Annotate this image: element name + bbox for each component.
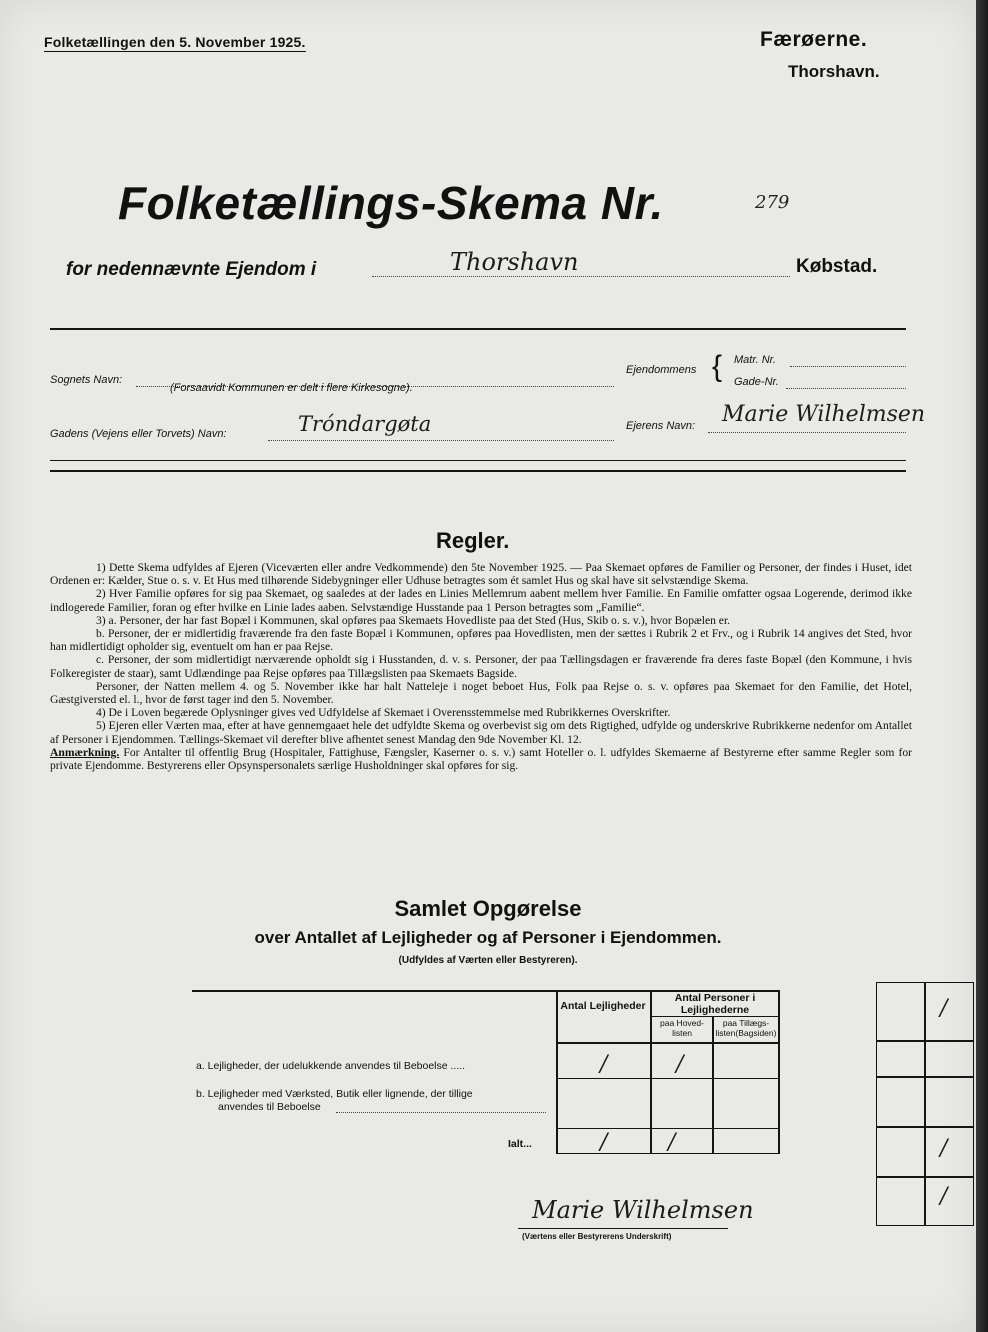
row-b-dotline [336, 1112, 546, 1113]
property-label: for nedennævnte Ejendom i [66, 259, 317, 280]
bleed-through [60, 108, 63, 118]
table-bottom-line [556, 1153, 778, 1154]
summary-note: (Udfyldes af Værten eller Bestyreren). [398, 955, 578, 966]
signature-line [518, 1228, 728, 1229]
form-title: Folketællings-Skema Nr. [118, 177, 664, 229]
rule-3b: b. Personer, der er midlertidig fraværende fra den faste Bopæl i Kommunen, opføres paa Hovedlisten, men der sættes i Rubrik 2 et Frv., og i Rubrik 14 angives det Sted, hvor han midlertidigt opholder sig, eventuelt om han er paa Rejse. [50, 627, 912, 654]
col-hovedlisten: paa Hoved-listen [660, 1018, 704, 1038]
side-box-value-1[interactable]: / [940, 996, 948, 1021]
a-hoved-value[interactable]: / [676, 1052, 684, 1077]
table-head-bottom [556, 1042, 778, 1044]
owner-label: Ejerens Navn: [626, 420, 696, 432]
a-antal-value[interactable]: / [600, 1052, 608, 1077]
rule-1: 1) Dette Skema udfyldes af Ejeren (Viceværten eller andre Vedkommende) den 5te November 1925. — Paa Skemaet opføres de Familier og Personer, der findes i Huset, idet Ordenen er: Kælder, Stue o. s. v. Et Hus med tilhørende Sidebygninger eller Udhuse betragtes som ét samlet Hus og skal have sit selvstændige Skema. [50, 561, 912, 588]
rules-title: Regler. [436, 528, 510, 553]
side-box-line-4 [876, 1176, 974, 1178]
owner-input-line [708, 432, 906, 433]
rules-note-text: For Antalter til offentlig Brug (Hospitaler, Fattighuse, Fængsler, Kaserner o. s. v.) samt Hoteller o. l. udfyldes Skemaerne af Bestyrerne efter samme Regler som for private Ejendomme. Bestyrerens eller Opsynspersonalets særlige Husholdninger skal opføres for sig. [50, 745, 912, 773]
gade-input-line[interactable] [786, 388, 906, 389]
signature-handwritten[interactable]: Marie Wilhelmsen [532, 1196, 754, 1224]
row-a-label: a. Lejligheder, der udelukkende anvendes til Beboelse ..... [196, 1060, 466, 1072]
parish-label: Sognets Navn: [50, 374, 123, 386]
rules-note [50, 746, 912, 772]
summary-subtitle: over Antallet af Lejligheder og af Personer i Ejendommen. [254, 928, 722, 947]
side-box-line-3 [876, 1126, 974, 1128]
table-sub-hline [650, 1016, 778, 1017]
rule-line-1 [50, 328, 906, 330]
kobstad-label: Købstad. [796, 256, 878, 277]
property-city-line [372, 276, 790, 277]
scan-edge [976, 0, 988, 1332]
col-tillaegslisten: paa Tillægs-listen(Bagsiden) [715, 1018, 777, 1038]
gade-label: Gade-Nr. [734, 376, 779, 388]
rules-text [50, 561, 912, 772]
rule-line-3 [50, 470, 906, 472]
rule-4: 4) De i Loven begærede Oplysninger gives ved Udfyldelse af Skemaet i Overensstemmelse med Rubrikkernes Overskrifter. [96, 706, 671, 720]
table-row-b-line [556, 1128, 778, 1129]
row-b-label-2: anvendes til Beboelse [218, 1101, 321, 1113]
census-date: Folketællingen den 5. November 1925. [44, 34, 306, 50]
side-box-divider [924, 982, 926, 1226]
rule-line-2 [50, 460, 906, 461]
rule-3d: Personer, der Natten mellem 4. og 5. November ikke har halt Natteleje i noget beboet Hus, Folk paa Rejse o. s. v. opføres paa Skemaet for den Familie, det Hotel, Gæstgiversted el. l., hvor de først tager ind den 5. November. [50, 679, 912, 707]
town-name: Thorshavn. [788, 62, 880, 81]
table-vline-4 [778, 990, 780, 1154]
street-label: Gadens (Vejens eller Torvets) Navn: [50, 428, 227, 440]
rule-3c: c. Personer, der som midlertidigt nærværende opholdt sig i Husstanden, d. v. s. Personer, der paa Tællingsdagen er fraværende fra deres faste Bopæl (den Kommune, i hvis Folkeregister de staar), samt Udlændinge paa Rejse opføres paa Tillægslisten paa Skemaets Bagside. [50, 653, 912, 680]
form-number-handwritten[interactable]: 279 [755, 192, 790, 213]
property-city-handwritten[interactable]: Thorshavn [450, 248, 579, 276]
table-row-a-line [556, 1078, 778, 1079]
rule-3a: 3) a. Personer, der har fast Bopæl i Kommunen, skal opføres paa Skemaets Hovedliste paa det Sted (Hus, Skib o. s. v.), hvor Bopælen er. [96, 613, 731, 627]
col-antal-personer: Antal Personer i Lejlighederne [674, 992, 756, 1016]
owner-value-handwritten[interactable]: Marie Wilhelmsen [722, 402, 926, 427]
side-box-line-2 [876, 1076, 974, 1078]
signature-label: (Værtens eller Bestyrerens Underskrift) [522, 1232, 672, 1241]
summary-title: Samlet Opgørelse [394, 896, 582, 921]
matr-input-line[interactable] [790, 366, 906, 367]
total-hoved-value[interactable]: / [668, 1130, 676, 1155]
matr-label: Matr. Nr. [734, 354, 776, 366]
rule-5: 5) Ejeren eller Værten maa, efter at have gennemgaaet hele det udfyldte Skema og overbevist sig om dets Rigtighed, udfylde og underskrive Rubrikkerne nedenfor om Antallet af Personer i Ejendommen. Tællings-Skemaet vil derefter blive afhentet senest Mandag den 9de November Kl. 12. [50, 719, 912, 746]
street-input-line [268, 440, 614, 441]
rule-2: 2) Hver Familie opføres for sig paa Skemaet, og saaledes at der lades en Linies Mellemrum aabent mellem hver Familie. En Familie omfatter ogsaa Logerende, derimod ikke indlogerede Familier, foran og efter hvilke en Linie lades aaben. Selvstændige Husstande paa 1 Person betragtes som „Familie“. [50, 587, 912, 614]
region-name: Færøerne. [760, 28, 868, 51]
side-box-value-4[interactable]: / [940, 1184, 948, 1209]
total-antal-value[interactable]: / [600, 1130, 608, 1155]
parish-note: (Forsaavidt Kommunen er delt i flere Kirkesogne). [170, 382, 413, 394]
side-box-line-1 [876, 1040, 974, 1042]
col-antal-lejligheder: Antal Lejligheder [560, 1000, 646, 1012]
side-box-value-3[interactable]: / [940, 1136, 948, 1161]
row-b-label-1: b. Lejligheder med Værksted, Butik eller lignende, der tillige [196, 1088, 473, 1100]
row-total-label: Ialt... [508, 1138, 532, 1150]
rules-note-label: Anmærkning. [50, 745, 120, 759]
brace-icon: { [712, 350, 723, 383]
street-value-handwritten[interactable]: Tróndargøta [298, 412, 432, 436]
property-field-label: Ejendommens [626, 364, 697, 376]
table-vline-1 [556, 990, 558, 1154]
